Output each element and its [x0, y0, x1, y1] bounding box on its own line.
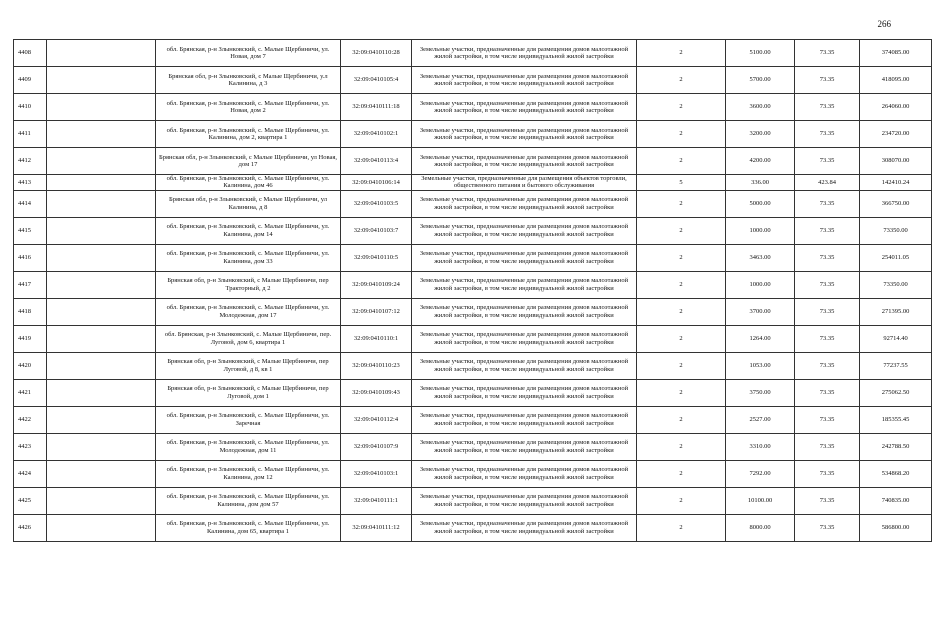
- address-cell: обл. Брянская, р-н Злынковский, с. Малые Щербиничи, ул. Новая, дом 2: [156, 94, 341, 121]
- row-number: 4420: [14, 352, 47, 379]
- group-cell: 2: [637, 190, 726, 217]
- empty-cell: [47, 352, 156, 379]
- specific-value-cell: 73.35: [795, 217, 860, 244]
- table-row: [14, 217, 932, 244]
- empty-cell: [47, 217, 156, 244]
- area-cell: 5700.00: [726, 67, 795, 94]
- empty-cell: [47, 40, 156, 67]
- cadastral-value-table: [13, 39, 932, 542]
- row-number: 4410: [14, 94, 47, 121]
- address-cell: Брянская обл, р-н Злынковский, с Малые Щербиничи, пер Луговой, д 8, кв 1: [156, 352, 341, 379]
- address-cell: обл. Брянская, р-н Злынковский, с. Малые Щербиничи, ул. Новая, дом 7: [156, 40, 341, 67]
- group-cell: 2: [637, 460, 726, 487]
- group-cell: 2: [637, 514, 726, 541]
- specific-value-cell: 73.35: [795, 271, 860, 298]
- row-number: 4422: [14, 406, 47, 433]
- specific-value-cell: 73.35: [795, 433, 860, 460]
- group-cell: 2: [637, 148, 726, 175]
- cadastral-number-cell: 32:09:0410109:24: [341, 271, 412, 298]
- specific-value-cell: 73.35: [795, 148, 860, 175]
- area-cell: 1000.00: [726, 271, 795, 298]
- land-use-cell: Земельные участки, предназначенные для размещения домов малоэтажной жилой застройки, в том числе индивидуальной жилой застройки: [412, 514, 637, 541]
- cadastral-number-cell: 32:09:0410106:14: [341, 175, 412, 191]
- specific-value-cell: 73.35: [795, 487, 860, 514]
- area-cell: 4200.00: [726, 148, 795, 175]
- land-use-cell: Земельные участки, предназначенные для размещения домов малоэтажной жилой застройки, в том числе индивидуальной жилой застройки: [412, 40, 637, 67]
- address-cell: обл. Брянская, р-н Злынковский, с. Малые Щербиничи, пер. Луговой, дом 6, квартира 1: [156, 325, 341, 352]
- address-cell: обл. Брянская, р-н Злынковский, с. Малые Щербиничи, ул. Молодежная, дом 11: [156, 433, 341, 460]
- land-use-cell: Земельные участки, предназначенные для размещения домов малоэтажной жилой застройки, в том числе индивидуальной жилой застройки: [412, 379, 637, 406]
- address-cell: Брянская обл, р-н Злынковский, с Малые Щербиничи, ул Калинина, д 8: [156, 190, 341, 217]
- row-number: 4418: [14, 298, 47, 325]
- address-cell: обл. Брянская, р-н Злынковский, с. Малые Щербиничи, ул. Молодежная, дом 17: [156, 298, 341, 325]
- land-use-cell: Земельные участки, предназначенные для размещения домов малоэтажной жилой застройки, в том числе индивидуальной жилой застройки: [412, 94, 637, 121]
- area-cell: 5000.00: [726, 190, 795, 217]
- table-row: [14, 298, 932, 325]
- empty-cell: [47, 433, 156, 460]
- specific-value-cell: 423.84: [795, 175, 860, 191]
- group-cell: 2: [637, 121, 726, 148]
- address-cell: Брянская обл, р-н Злынковский, с Малые Щербиничи, пер Тракторный, д 2: [156, 271, 341, 298]
- row-number: 4409: [14, 67, 47, 94]
- empty-cell: [47, 406, 156, 433]
- land-use-cell: Земельные участки, предназначенные для размещения домов малоэтажной жилой застройки, в том числе индивидуальной жилой застройки: [412, 244, 637, 271]
- address-cell: обл. Брянская, р-н Злынковский, с. Малые Щербиничи, ул. Калинина, дом 14: [156, 217, 341, 244]
- empty-cell: [47, 67, 156, 94]
- specific-value-cell: 73.35: [795, 67, 860, 94]
- cadastral-value-cell: 534868.20: [860, 460, 932, 487]
- land-use-cell: Земельные участки, предназначенные для размещения домов малоэтажной жилой застройки, в том числе индивидуальной жилой застройки: [412, 271, 637, 298]
- empty-cell: [47, 379, 156, 406]
- area-cell: 3200.00: [726, 121, 795, 148]
- address-cell: обл. Брянская, р-н Злынковский, с. Малые Щербиничи, ул. Калинина, дом 65, квартира 1: [156, 514, 341, 541]
- row-number: 4413: [14, 175, 47, 191]
- area-cell: 1000.00: [726, 217, 795, 244]
- address-cell: обл. Брянская, р-н Злынковский, с. Малые Щербиничи, ул. Калинина, дом 12: [156, 460, 341, 487]
- specific-value-cell: 73.35: [795, 244, 860, 271]
- empty-cell: [47, 121, 156, 148]
- table-row: [14, 352, 932, 379]
- row-number: 4419: [14, 325, 47, 352]
- land-use-cell: Земельные участки, предназначенные для размещения домов малоэтажной жилой застройки, в том числе индивидуальной жилой застройки: [412, 487, 637, 514]
- cadastral-number-cell: 32:09:0410107:9: [341, 433, 412, 460]
- land-use-cell: Земельные участки, предназначенные для размещения домов малоэтажной жилой застройки, в том числе индивидуальной жилой застройки: [412, 433, 637, 460]
- land-use-cell: Земельные участки, предназначенные для размещения домов малоэтажной жилой застройки, в том числе индивидуальной жилой застройки: [412, 190, 637, 217]
- specific-value-cell: 73.35: [795, 352, 860, 379]
- area-cell: 8000.00: [726, 514, 795, 541]
- land-use-cell: Земельные участки, предназначенные для размещения домов малоэтажной жилой застройки, в том числе индивидуальной жилой застройки: [412, 217, 637, 244]
- table-row: [14, 244, 932, 271]
- address-cell: обл. Брянская, р-н Злынковский, с. Малые Щербиничи, ул. Калинина, дом 2, квартира 1: [156, 121, 341, 148]
- cadastral-number-cell: 32:09:0410109:43: [341, 379, 412, 406]
- empty-cell: [47, 487, 156, 514]
- specific-value-cell: 73.35: [795, 121, 860, 148]
- table-row: [14, 271, 932, 298]
- table-row: [14, 94, 932, 121]
- specific-value-cell: 73.35: [795, 190, 860, 217]
- group-cell: 2: [637, 271, 726, 298]
- empty-cell: [47, 325, 156, 352]
- group-cell: 2: [637, 40, 726, 67]
- specific-value-cell: 73.35: [795, 298, 860, 325]
- cadastral-value-cell: 254011.05: [860, 244, 932, 271]
- area-cell: 7292.00: [726, 460, 795, 487]
- area-cell: 10100.00: [726, 487, 795, 514]
- area-cell: 3310.00: [726, 433, 795, 460]
- cadastral-value-cell: 271395.00: [860, 298, 932, 325]
- cadastral-value-cell: 73350.00: [860, 217, 932, 244]
- group-cell: 2: [637, 406, 726, 433]
- cadastral-value-cell: 418095.00: [860, 67, 932, 94]
- table-row: [14, 325, 932, 352]
- empty-cell: [47, 244, 156, 271]
- table-row: [14, 121, 932, 148]
- row-number: 4424: [14, 460, 47, 487]
- address-cell: Брянская обл, р-н Злынковский, с Малые Щербиничи, у.л Калинина, д 3: [156, 67, 341, 94]
- group-cell: 2: [637, 379, 726, 406]
- cadastral-number-cell: 32:09:0410111:18: [341, 94, 412, 121]
- group-cell: 5: [637, 175, 726, 191]
- land-use-cell: Земельные участки, предназначенные для размещения домов малоэтажной жилой застройки, в том числе индивидуальной жилой застройки: [412, 298, 637, 325]
- area-cell: 336.00: [726, 175, 795, 191]
- cadastral-value-cell: 185355.45: [860, 406, 932, 433]
- group-cell: 2: [637, 433, 726, 460]
- cadastral-number-cell: 32:09:0410103:5: [341, 190, 412, 217]
- group-cell: 2: [637, 487, 726, 514]
- row-number: 4417: [14, 271, 47, 298]
- cadastral-number-cell: 32:09:0410103:1: [341, 460, 412, 487]
- land-use-cell: Земельные участки, предназначенные для размещения домов малоэтажной жилой застройки, в том числе индивидуальной жилой застройки: [412, 406, 637, 433]
- area-cell: 1264.00: [726, 325, 795, 352]
- cadastral-value-cell: 92714.40: [860, 325, 932, 352]
- table-row: [14, 40, 932, 67]
- cadastral-value-cell: 308070.00: [860, 148, 932, 175]
- cadastral-value-cell: 275062.50: [860, 379, 932, 406]
- specific-value-cell: 73.35: [795, 94, 860, 121]
- specific-value-cell: 73.35: [795, 379, 860, 406]
- page-number: 266: [877, 19, 891, 29]
- specific-value-cell: 73.35: [795, 514, 860, 541]
- address-cell: обл. Брянская, р-н Злынковский, с. Малые Щербиничи, ул. Калинина, дом 46: [156, 175, 341, 191]
- cadastral-value-cell: 242788.50: [860, 433, 932, 460]
- row-number: 4415: [14, 217, 47, 244]
- cadastral-number-cell: 32:09:0410103:7: [341, 217, 412, 244]
- area-cell: 3463.00: [726, 244, 795, 271]
- empty-cell: [47, 271, 156, 298]
- cadastral-value-cell: 374085.00: [860, 40, 932, 67]
- table-body: [14, 40, 932, 542]
- group-cell: 2: [637, 352, 726, 379]
- table-row: [14, 460, 932, 487]
- land-use-cell: Земельные участки, предназначенные для размещения домов малоэтажной жилой застройки, в том числе индивидуальной жилой застройки: [412, 67, 637, 94]
- cadastral-number-cell: 32:09:0410110:28: [341, 40, 412, 67]
- empty-cell: [47, 460, 156, 487]
- specific-value-cell: 73.35: [795, 460, 860, 487]
- group-cell: 2: [637, 217, 726, 244]
- group-cell: 2: [637, 325, 726, 352]
- cadastral-number-cell: 32:09:0410112:4: [341, 406, 412, 433]
- table-row: [14, 148, 932, 175]
- table-row: [14, 190, 932, 217]
- land-use-cell: Земельные участки, предназначенные для размещения домов малоэтажной жилой застройки, в том числе индивидуальной жилой застройки: [412, 460, 637, 487]
- cadastral-value-cell: 73350.00: [860, 271, 932, 298]
- table-row: [14, 514, 932, 541]
- row-number: 4425: [14, 487, 47, 514]
- group-cell: 2: [637, 67, 726, 94]
- row-number: 4414: [14, 190, 47, 217]
- area-cell: 1053.00: [726, 352, 795, 379]
- table-row: [14, 379, 932, 406]
- cadastral-number-cell: 32:09:0410107:12: [341, 298, 412, 325]
- land-use-cell: Земельные участки, предназначенные для размещения домов малоэтажной жилой застройки, в том числе индивидуальной жилой застройки: [412, 148, 637, 175]
- cadastral-number-cell: 32:09:0410105:4: [341, 67, 412, 94]
- cadastral-value-cell: 740835.00: [860, 487, 932, 514]
- row-number: 4412: [14, 148, 47, 175]
- table-row: [14, 175, 932, 191]
- specific-value-cell: 73.35: [795, 406, 860, 433]
- address-cell: обл. Брянская, р-н Злынковский, с. Малые Щербиничи, ул. Калинина, дом 33: [156, 244, 341, 271]
- cadastral-value-cell: 586800.00: [860, 514, 932, 541]
- empty-cell: [47, 514, 156, 541]
- address-cell: обл. Брянская, р-н Злынковский, с. Малые Щербиничи, ул. Калинина, дом дом 57: [156, 487, 341, 514]
- cadastral-value-cell: 366750.00: [860, 190, 932, 217]
- row-number: 4426: [14, 514, 47, 541]
- cadastral-value-cell: 77237.55: [860, 352, 932, 379]
- empty-cell: [47, 94, 156, 121]
- row-number: 4416: [14, 244, 47, 271]
- row-number: 4411: [14, 121, 47, 148]
- address-cell: Брянская обл, р-н Злынковский, с Малые Щербиничи, пер Луговой, дом 1: [156, 379, 341, 406]
- area-cell: 2527.00: [726, 406, 795, 433]
- group-cell: 2: [637, 94, 726, 121]
- land-use-cell: Земельные участки, предназначенные для размещения домов малоэтажной жилой застройки, в том числе индивидуальной жилой застройки: [412, 121, 637, 148]
- cadastral-number-cell: 32:09:0410110:23: [341, 352, 412, 379]
- row-number: 4421: [14, 379, 47, 406]
- area-cell: 3600.00: [726, 94, 795, 121]
- empty-cell: [47, 190, 156, 217]
- group-cell: 2: [637, 298, 726, 325]
- land-use-cell: Земельные участки, предназначенные для размещения объектов торговли, общественного питания и бытового обслуживания: [412, 175, 637, 191]
- cadastral-number-cell: 32:09:0410110:5: [341, 244, 412, 271]
- address-cell: Брянская обл, р-н Злынковский, с Малые Щербиничи, ул Новая, дом 17: [156, 148, 341, 175]
- specific-value-cell: 73.35: [795, 40, 860, 67]
- area-cell: 3700.00: [726, 298, 795, 325]
- empty-cell: [47, 175, 156, 191]
- address-cell: обл. Брянская, р-н Злынковский, с. Малые Щербиничи, ул. Заречная: [156, 406, 341, 433]
- table-row: [14, 487, 932, 514]
- table-row: [14, 406, 932, 433]
- group-cell: 2: [637, 244, 726, 271]
- cadastral-number-cell: 32:09:0410111:1: [341, 487, 412, 514]
- row-number: 4408: [14, 40, 47, 67]
- empty-cell: [47, 148, 156, 175]
- cadastral-number-cell: 32:09:0410111:12: [341, 514, 412, 541]
- cadastral-number-cell: 32:09:0410113:4: [341, 148, 412, 175]
- cadastral-value-cell: 234720.00: [860, 121, 932, 148]
- cadastral-number-cell: 32:09:0410102:1: [341, 121, 412, 148]
- empty-cell: [47, 298, 156, 325]
- table-row: [14, 433, 932, 460]
- table-row: [14, 67, 932, 94]
- cadastral-number-cell: 32:09:0410110:1: [341, 325, 412, 352]
- area-cell: 3750.00: [726, 379, 795, 406]
- cadastral-value-cell: 142410.24: [860, 175, 932, 191]
- specific-value-cell: 73.35: [795, 325, 860, 352]
- cadastral-value-cell: 264060.00: [860, 94, 932, 121]
- land-use-cell: Земельные участки, предназначенные для размещения домов малоэтажной жилой застройки, в том числе индивидуальной жилой застройки: [412, 325, 637, 352]
- row-number: 4423: [14, 433, 47, 460]
- land-use-cell: Земельные участки, предназначенные для размещения домов малоэтажной жилой застройки, в том числе индивидуальной жилой застройки: [412, 352, 637, 379]
- area-cell: 5100.00: [726, 40, 795, 67]
